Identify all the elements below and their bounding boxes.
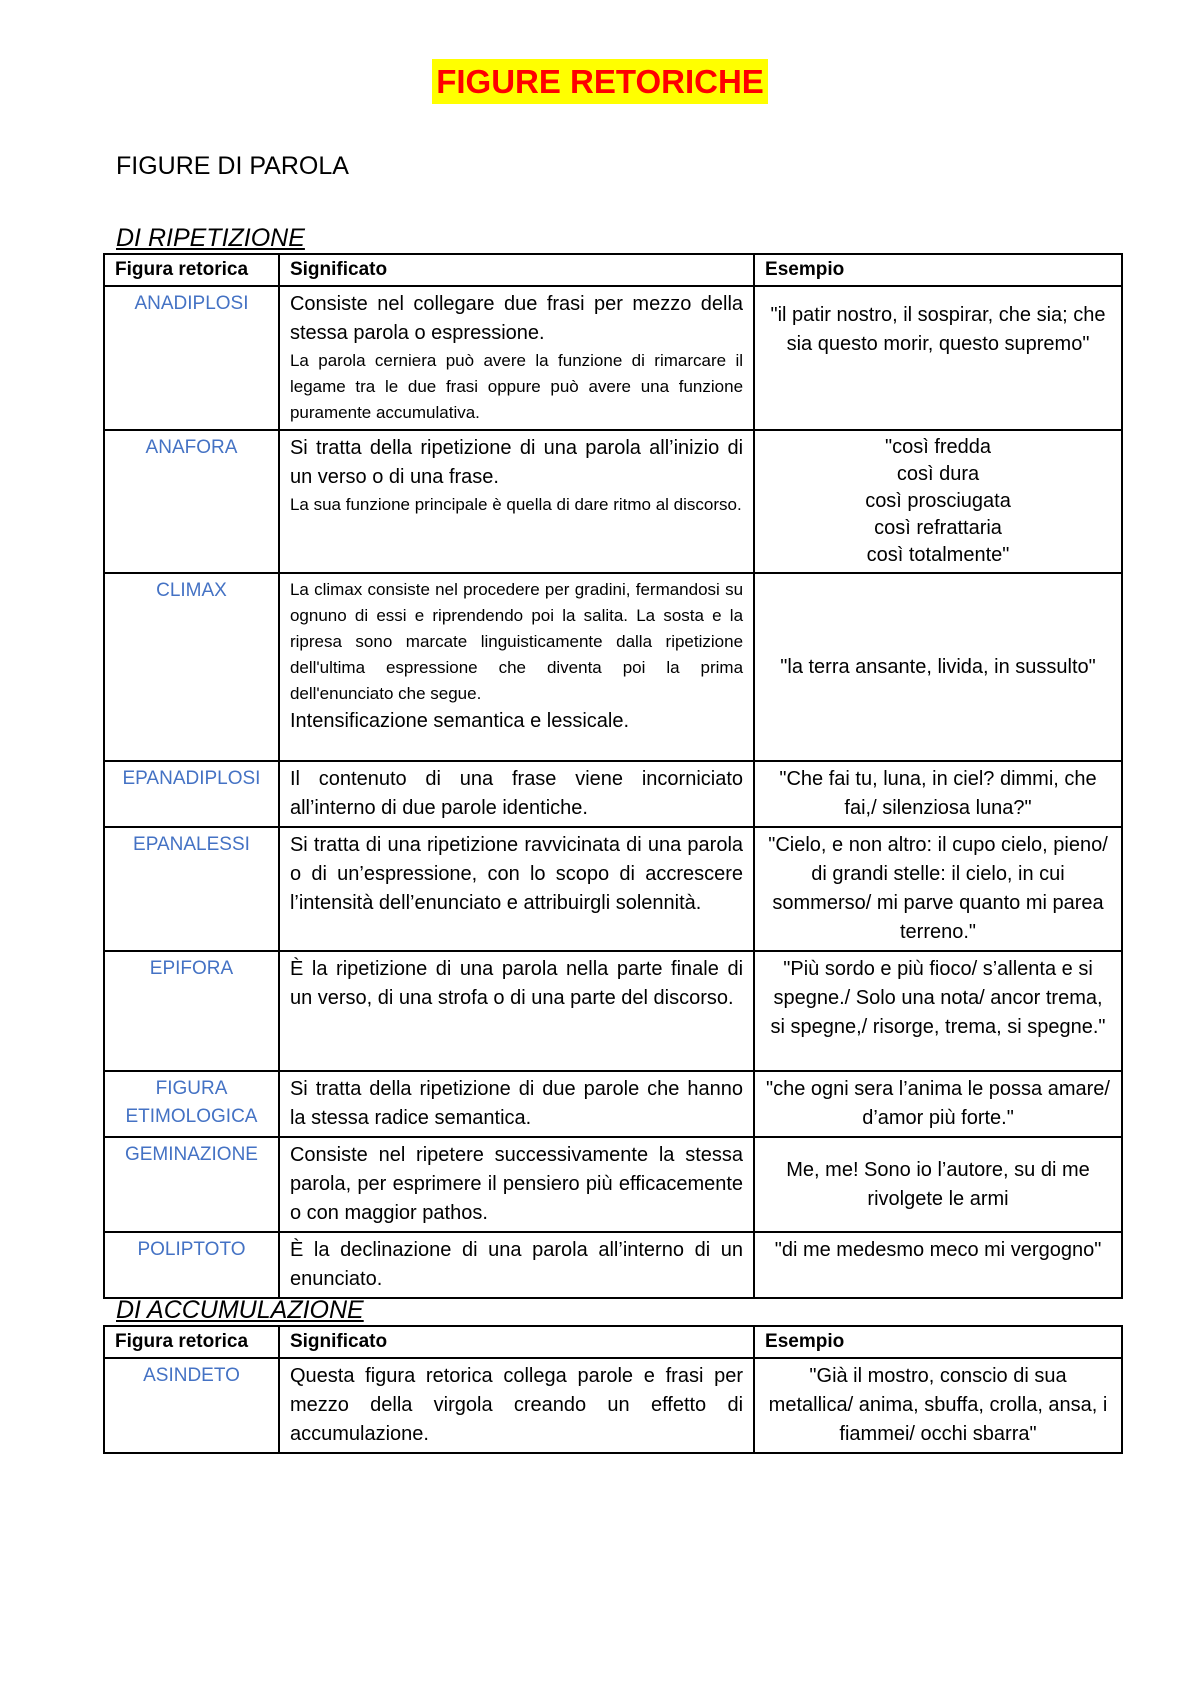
figure-example: "Che fai tu, luna, in ciel? dimmi, che fai,/ silenziosa luna?" bbox=[754, 761, 1122, 827]
header-esempio: Esempio bbox=[754, 1326, 1122, 1358]
figure-example: "Più sordo e più fioco/ s’allenta e si spegne./ Solo una nota/ ancor trema, si spegne,/ risorge, trema, si spegne." bbox=[754, 951, 1122, 1071]
table-row bbox=[104, 286, 1122, 430]
figure-meaning: È la declinazione di una parola all’interno di un enunciato. bbox=[279, 1232, 754, 1298]
header-significato: Significato bbox=[279, 1326, 754, 1358]
example-line: così totalmente" bbox=[866, 544, 1010, 566]
table-row bbox=[104, 573, 1122, 761]
figure-example: "di me medesmo meco mi vergogno" bbox=[754, 1232, 1122, 1298]
header-significato: Significato bbox=[279, 254, 754, 286]
table-header-row bbox=[104, 1326, 1122, 1358]
example-line: "così fredda bbox=[884, 436, 992, 458]
table-row bbox=[104, 1071, 1122, 1137]
meaning-note: La climax consiste nel procedere per gradini, fermandosi su ognuno di essi e riprendendo poi la salita. La sosta e la ripresa sono marcate linguisticamente dalla ripetizione dell'ultima espressione che diventa poi la prima dell'enunciato che segue. bbox=[289, 580, 744, 703]
group-title-ripetizione: DI RIPETIZIONE bbox=[116, 224, 305, 252]
meaning-text: Consiste nel collegare due frasi per mezzo della stessa parola o espressione. bbox=[289, 293, 744, 344]
figure-name: ANADIPLOSI bbox=[104, 286, 279, 430]
figure-meaning: Questa figura retorica collega parole e frasi per mezzo della virgola creando un effetto di accumulazione. bbox=[279, 1358, 754, 1453]
meaning-note: La sua funzione principale è quella di dare ritmo al discorso. bbox=[289, 495, 742, 514]
section-title: FIGURE DI PAROLA bbox=[116, 152, 349, 180]
figure-meaning: È la ripetizione di una parola nella parte finale di un verso, di una strofa o di una parte del discorso. bbox=[279, 951, 754, 1071]
meaning-note: La parola cerniera può avere la funzione di rimarcare il legame tra le due frasi oppure può avere una funzione puramente accumulativa. bbox=[289, 351, 744, 422]
figure-name: EPANADIPLOSI bbox=[104, 761, 279, 827]
figure-example: Me, me! Sono io l’autore, su di me rivolgete le armi bbox=[754, 1137, 1122, 1232]
table-row bbox=[104, 1358, 1122, 1453]
document-title-wrap bbox=[0, 62, 1200, 102]
figure-name: GEMINAZIONE bbox=[104, 1137, 279, 1232]
figure-example bbox=[754, 430, 1122, 573]
meaning-text: Intensificazione semantica e lessicale. bbox=[289, 710, 630, 732]
figure-name: EPIFORA bbox=[104, 951, 279, 1071]
figure-example: "Cielo, e non altro: il cupo cielo, pieno/ di grandi stelle: il cielo, in cui sommerso/ mi parve quanto mi parea terreno." bbox=[754, 827, 1122, 951]
table-ripetizione bbox=[103, 253, 1123, 1299]
figure-name: FIGURA ETIMOLOGICA bbox=[104, 1071, 279, 1137]
figure-name: ANAFORA bbox=[104, 430, 279, 573]
table-row bbox=[104, 951, 1122, 1071]
example-line: così prosciugata bbox=[865, 490, 1011, 512]
table-row bbox=[104, 1137, 1122, 1232]
table-row bbox=[104, 1232, 1122, 1298]
table-row bbox=[104, 827, 1122, 951]
example-line: così dura bbox=[896, 463, 980, 485]
group-title-accumulazione: DI ACCUMULAZIONE bbox=[116, 1296, 364, 1324]
figure-meaning bbox=[279, 573, 754, 761]
figure-name: EPANALESSI bbox=[104, 827, 279, 951]
figure-meaning bbox=[279, 430, 754, 573]
header-esempio: Esempio bbox=[754, 254, 1122, 286]
figure-meaning: Si tratta di una ripetizione ravvicinata di una parola o di un’espressione, con lo scopo di accrescere l’intensità dell’enunciato e attribuirgli solennità. bbox=[279, 827, 754, 951]
figure-example: "il patir nostro, il sospirar, che sia; che sia questo morir, questo supremo" bbox=[754, 286, 1122, 430]
figure-example: "Già il mostro, conscio di sua metallica/ anima, sbuffa, crolla, ansa, i fiammei/ occhi sbarra" bbox=[754, 1358, 1122, 1453]
header-figura: Figura retorica bbox=[104, 1326, 279, 1358]
figure-meaning bbox=[279, 286, 754, 430]
document-title: FIGURE RETORICHE bbox=[432, 59, 768, 104]
table-row bbox=[104, 430, 1122, 573]
table-accumulazione bbox=[103, 1325, 1123, 1454]
header-figura: Figura retorica bbox=[104, 254, 279, 286]
figure-name: POLIPTOTO bbox=[104, 1232, 279, 1298]
table-header-row bbox=[104, 254, 1122, 286]
table-row bbox=[104, 761, 1122, 827]
figure-meaning: Si tratta della ripetizione di due parole che hanno la stessa radice semantica. bbox=[279, 1071, 754, 1137]
figure-name: ASINDETO bbox=[104, 1358, 279, 1453]
example-line: così refrattaria bbox=[874, 517, 1002, 539]
figure-example: "che ogni sera l’anima le possa amare/ d’amor più forte." bbox=[754, 1071, 1122, 1137]
figure-meaning: Il contenuto di una frase viene incorniciato all’interno di due parole identiche. bbox=[279, 761, 754, 827]
figure-example: "la terra ansante, livida, in sussulto" bbox=[754, 573, 1122, 761]
figure-meaning: Consiste nel ripetere successivamente la stessa parola, per esprimere il pensiero più efficacemente o con maggior pathos. bbox=[279, 1137, 754, 1232]
figure-name: CLIMAX bbox=[104, 573, 279, 761]
meaning-text: Si tratta della ripetizione di una parola all’inizio di un verso o di una frase. bbox=[289, 437, 744, 488]
